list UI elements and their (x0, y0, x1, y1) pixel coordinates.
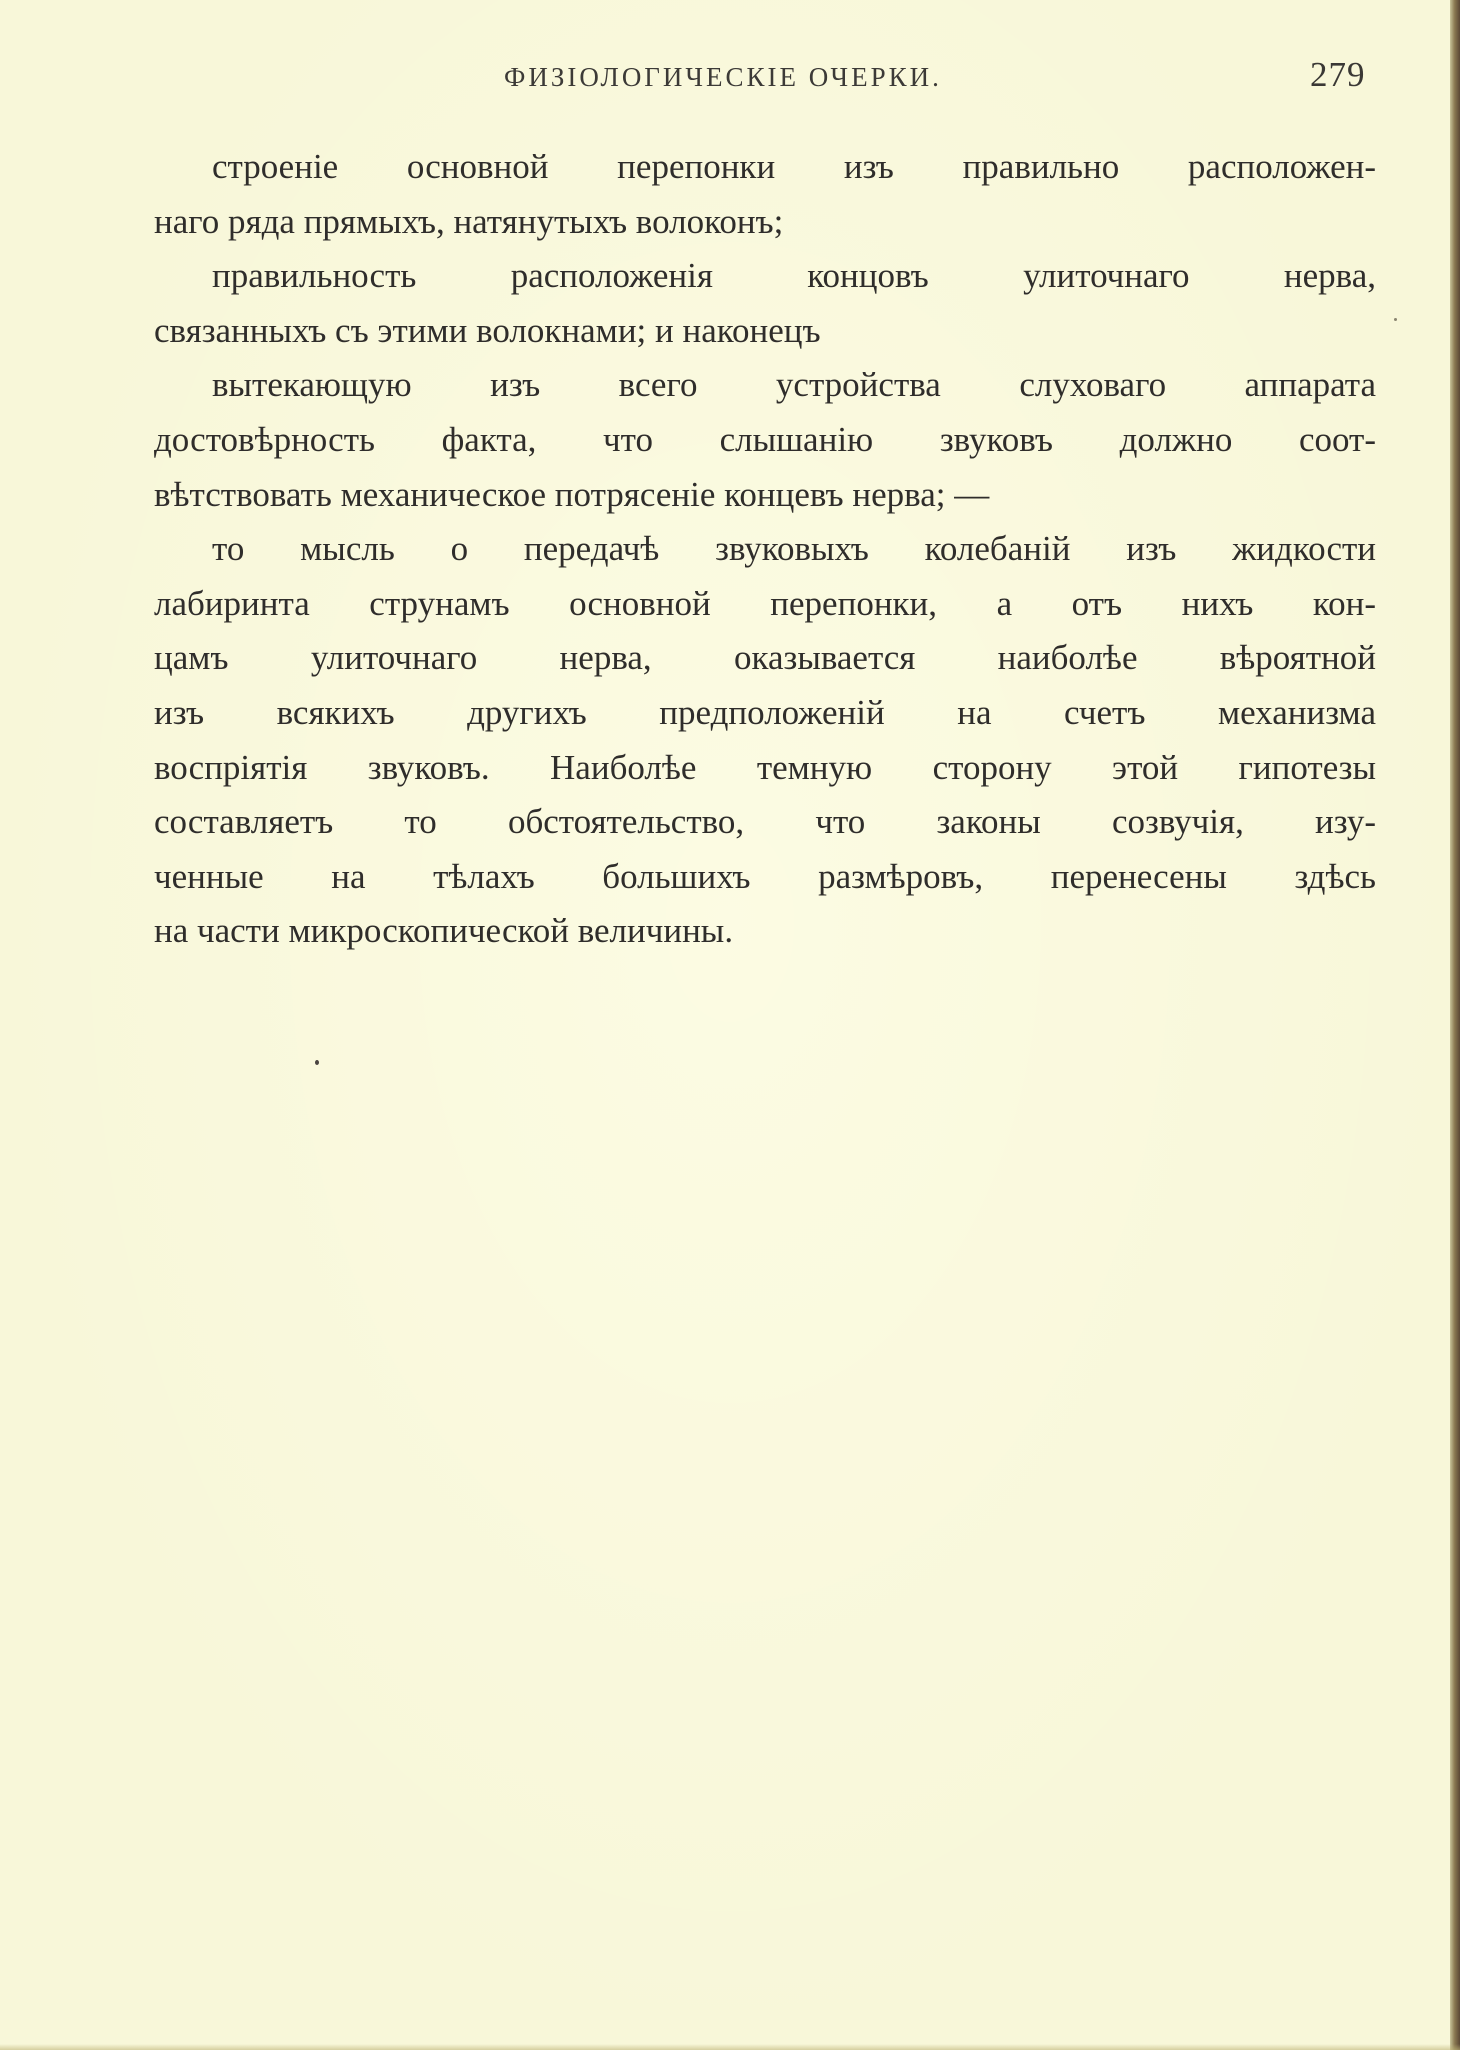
text-line: цамъ улиточнаго нерва, оказывается наиболѣе вѣроятной (154, 638, 1376, 678)
running-head: ФИЗІОЛОГИЧЕСКІЕ ОЧЕРКИ. (504, 62, 942, 92)
text-line: то мысль о передачѣ звуковыхъ колебаній изъ жидкости (212, 529, 1376, 569)
body-text (154, 140, 1376, 959)
text-line: вѣтствовать механическое потрясеніе концевъ нерва; — (154, 474, 990, 514)
text-line: правильность расположенія концовъ улиточнаго нерва, (212, 256, 1376, 296)
text-line: изъ всякихъ другихъ предположеній на счетъ механизма (154, 692, 1376, 732)
text-line: наго ряда прямыхъ, натянутыхъ волоконъ; (154, 201, 784, 241)
text-line: на части микроскопической величины. (154, 911, 734, 951)
page-number: 279 (1310, 55, 1366, 94)
ink-speck (1394, 318, 1397, 321)
text-line: связанныхъ съ этими волокнами; и наконецъ (154, 310, 821, 350)
page-edge-shadow (1450, 0, 1460, 2050)
ink-speck (315, 1060, 319, 1065)
text-line: строеніе основной перепонки изъ правильно расположен- (212, 147, 1376, 186)
text-line: достовѣрность факта, что слышанію звуковъ должно соот- (154, 419, 1376, 459)
text-line: вытекающую изъ всего устройства слуховаго аппарата (212, 365, 1376, 405)
text-line: составляетъ то обстоятельство, что законы созвучія, изу- (154, 802, 1376, 842)
text-line: воспріятія звуковъ. Наиболѣе темную сторону этой гипотезы (154, 747, 1376, 787)
text-line: лабиринта струнамъ основной перепонки, а отъ нихъ кон- (154, 583, 1376, 623)
text-line: ченные на тѣлахъ большихъ размѣровъ, перенесены здѣсь (154, 856, 1376, 896)
page-bottom-edge (0, 2044, 1460, 2050)
